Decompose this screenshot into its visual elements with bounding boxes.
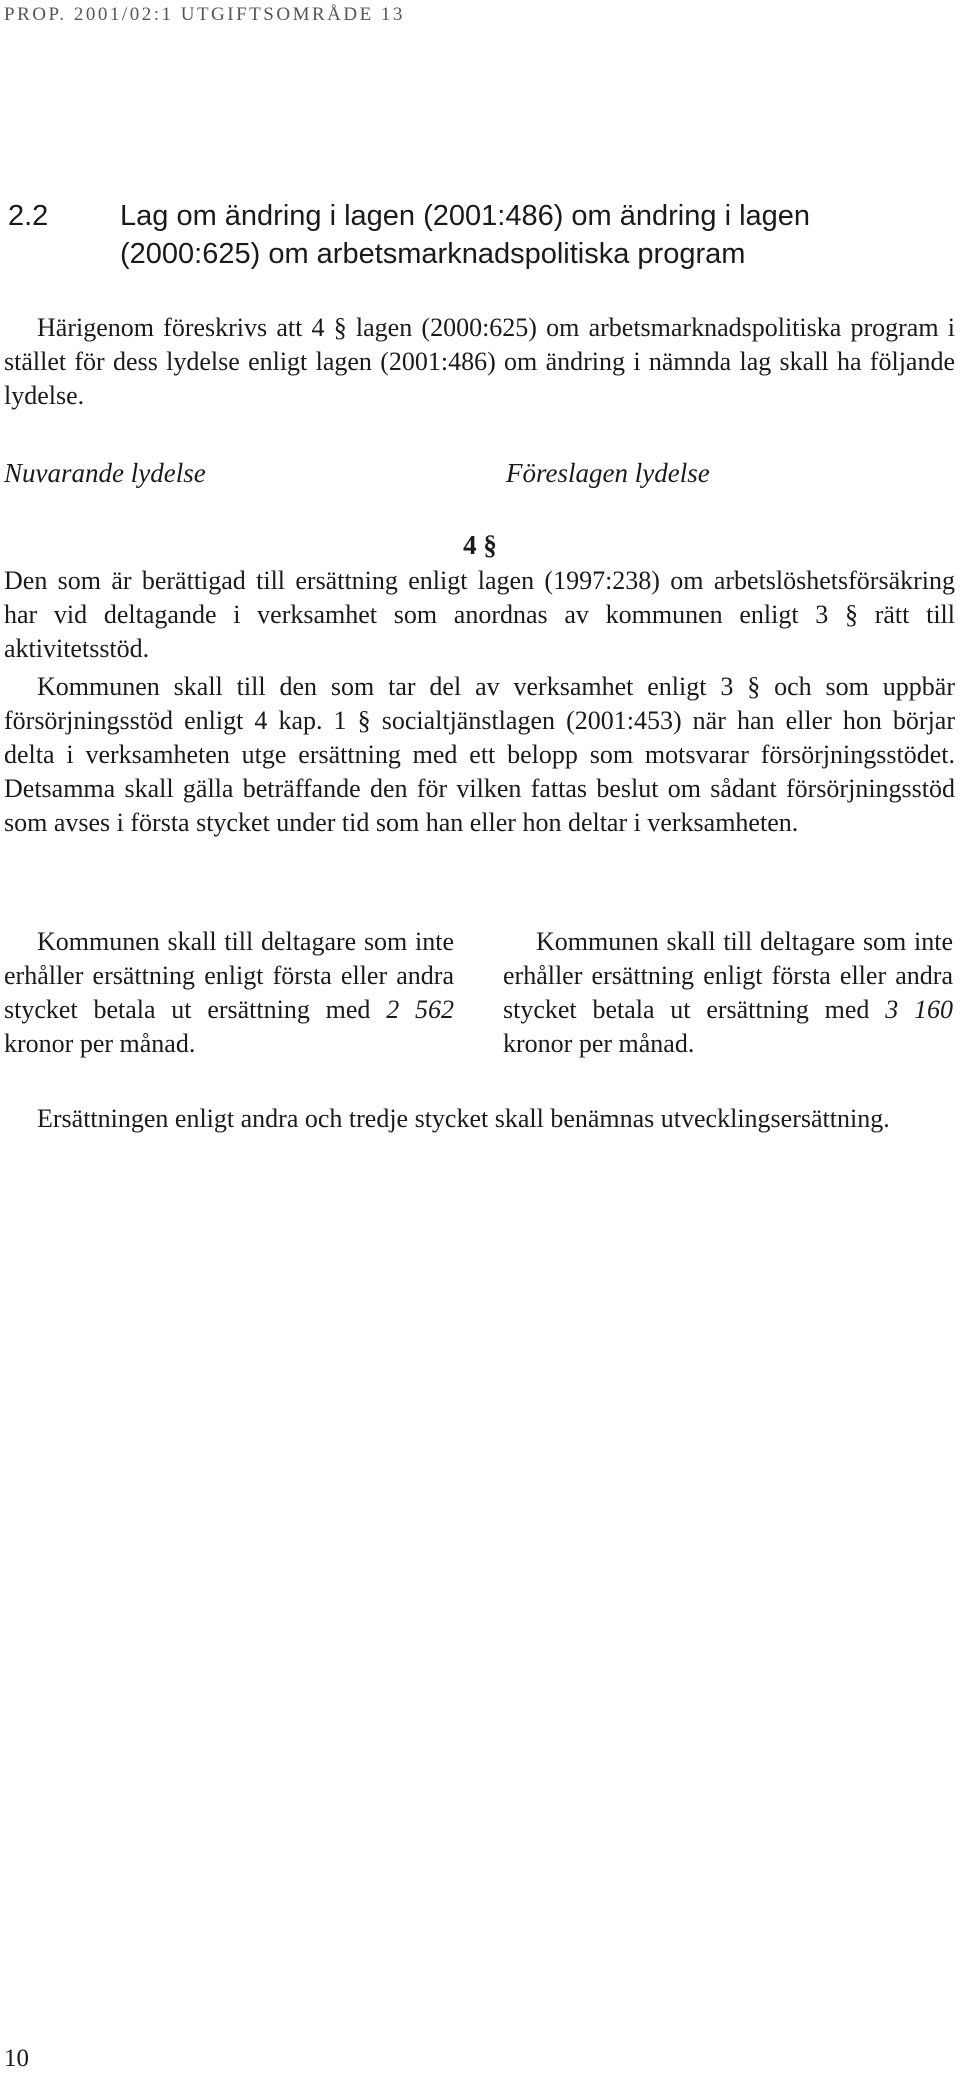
intro-paragraph: Härigenom föreskrivs att 4 § lagen (2000:625) om arbetsmarknadspolitiska program i stället för dess lydelse enligt lagen (2001:486) om ändring i nämnda lag skall ha följande lydelse. [4, 313, 955, 410]
current-amount: 2 562 [386, 995, 454, 1024]
section-paragraph-4: Ersättningen enligt andra och tredje stycket skall benämnas utvecklingsersättning. [37, 1104, 890, 1133]
proposed-p3-text-start: Kommunen skall till deltagare som inte erhåller ersättning enligt första eller andra stycket betala ut ersättning med [503, 927, 953, 1024]
current-p3-text-start: Kommunen skall till deltagare som inte erhåller ersättning enligt första eller andra stycket betala ut ersättning med [4, 927, 454, 1024]
proposed-wording-label: Föreslagen lydelse [506, 458, 710, 488]
current-p3-text-end: kronor per månad. [4, 1029, 196, 1058]
page-number: 10 [4, 2045, 29, 2072]
current-wording-label: Nuvarande lydelse [4, 458, 206, 488]
paragraph-mark: 4 § [463, 530, 497, 560]
running-header: PROP. 2001/02:1 UTGIFTSOMRÅDE 13 [4, 4, 405, 25]
proposed-amount: 3 160 [885, 995, 953, 1024]
proposed-p3-text-end: kronor per månad. [503, 1029, 695, 1058]
section-number: 2.2 [8, 200, 49, 232]
proposed-paragraph-3 [503, 925, 953, 1061]
section-paragraph-1: Den som är berättigad till ersättning enligt lagen (1997:238) om arbetslöshetsförsäkring har vid deltagande i verksamhet som anordnas av kommunen enligt 3 § rätt till aktivitetsstöd. [4, 566, 955, 663]
section-paragraph-2: Kommunen skall till den som tar del av verksamhet enligt 3 § och som uppbär försörjningsstöd enligt 4 kap. 1 § socialtjänstlagen (2001:453) när han eller hon börjar delta i verksamheten utge ersättning med ett belopp som motsvarar försörjningsstödet. Detsamma skall gälla beträffande den för vilken fattas beslut om sådant försörjningsstöd som avses i första stycket under tid som han eller hon deltar i verksamheten. [4, 672, 955, 837]
current-paragraph-3 [4, 925, 454, 1061]
section-title: Lag om ändring i lagen (2001:486) om ändring i lagen (2000:625) om arbetsmarknadspolitiska program [120, 200, 811, 270]
